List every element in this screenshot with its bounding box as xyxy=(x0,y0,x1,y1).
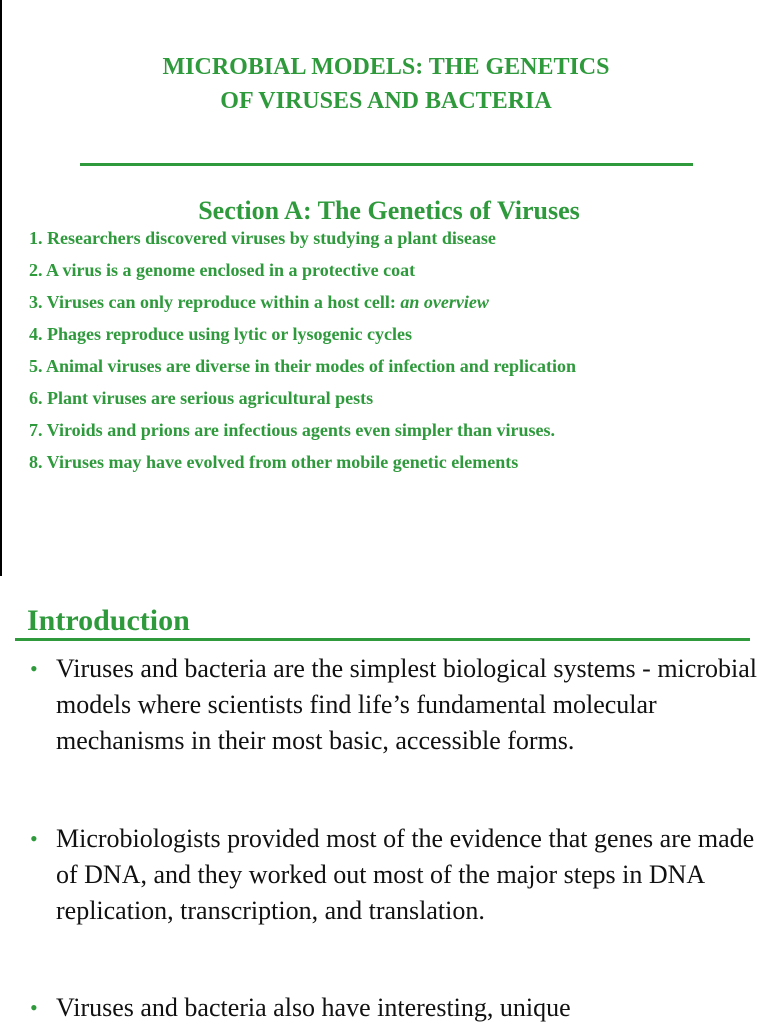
title-divider xyxy=(80,163,693,166)
section-heading: Section A: The Genetics of Viruses xyxy=(198,196,580,225)
intro-heading: Introduction xyxy=(27,604,190,637)
toc-item-4: 4. Phages reproduce using lytic or lysogenic cycles xyxy=(29,324,412,344)
toc-item-5: 5. Animal viruses are diverse in their modes of infection and replication xyxy=(29,356,576,376)
bullet-1-text: Viruses and bacteria are the simplest biological systems - microbial models where scientists find life’s fundamental molecular mechanisms in their most basic, accessible forms. xyxy=(56,654,757,755)
toc-item-8: 8. Viruses may have evolved from other mobile genetic elements xyxy=(29,452,519,472)
bullet-2 xyxy=(30,821,758,929)
bullet-1 xyxy=(30,651,758,759)
slide-2 xyxy=(0,576,768,1024)
toc-item-3-emphasis: an overview xyxy=(400,292,489,312)
slide-title-line-1: MICROBIAL MODELS: THE GENETICS xyxy=(162,54,610,80)
bullet-3-text: Viruses and bacteria also have interesting, unique xyxy=(56,993,571,1022)
bullet-2-text: Microbiologists provided most of the evidence that genes are made of DNA, and they worked out most of the major steps in DNA replication, transcription, and translation. xyxy=(56,824,755,925)
toc-item-2: 2. A virus is a genome enclosed in a protective coat xyxy=(29,260,416,280)
toc-item-1: 1. Researchers discovered viruses by studying a plant disease xyxy=(29,228,496,248)
toc-item-7: 7. Viroids and prions are infectious agents even simpler than viruses. xyxy=(29,420,556,440)
bullet-3 xyxy=(30,990,758,1026)
toc-item-3 xyxy=(29,292,489,313)
bullet-dot: • xyxy=(30,995,38,1020)
bullet-dot: • xyxy=(30,656,38,681)
bullet-dot: • xyxy=(30,826,38,851)
toc-item-6: 6. Plant viruses are serious agricultural pests xyxy=(29,388,374,408)
heading-divider xyxy=(15,638,750,641)
toc-item-3-text: 3. Viruses can only reproduce within a host cell: xyxy=(29,292,401,312)
slide-title-line-2: OF VIRUSES AND BACTERIA xyxy=(220,88,552,114)
